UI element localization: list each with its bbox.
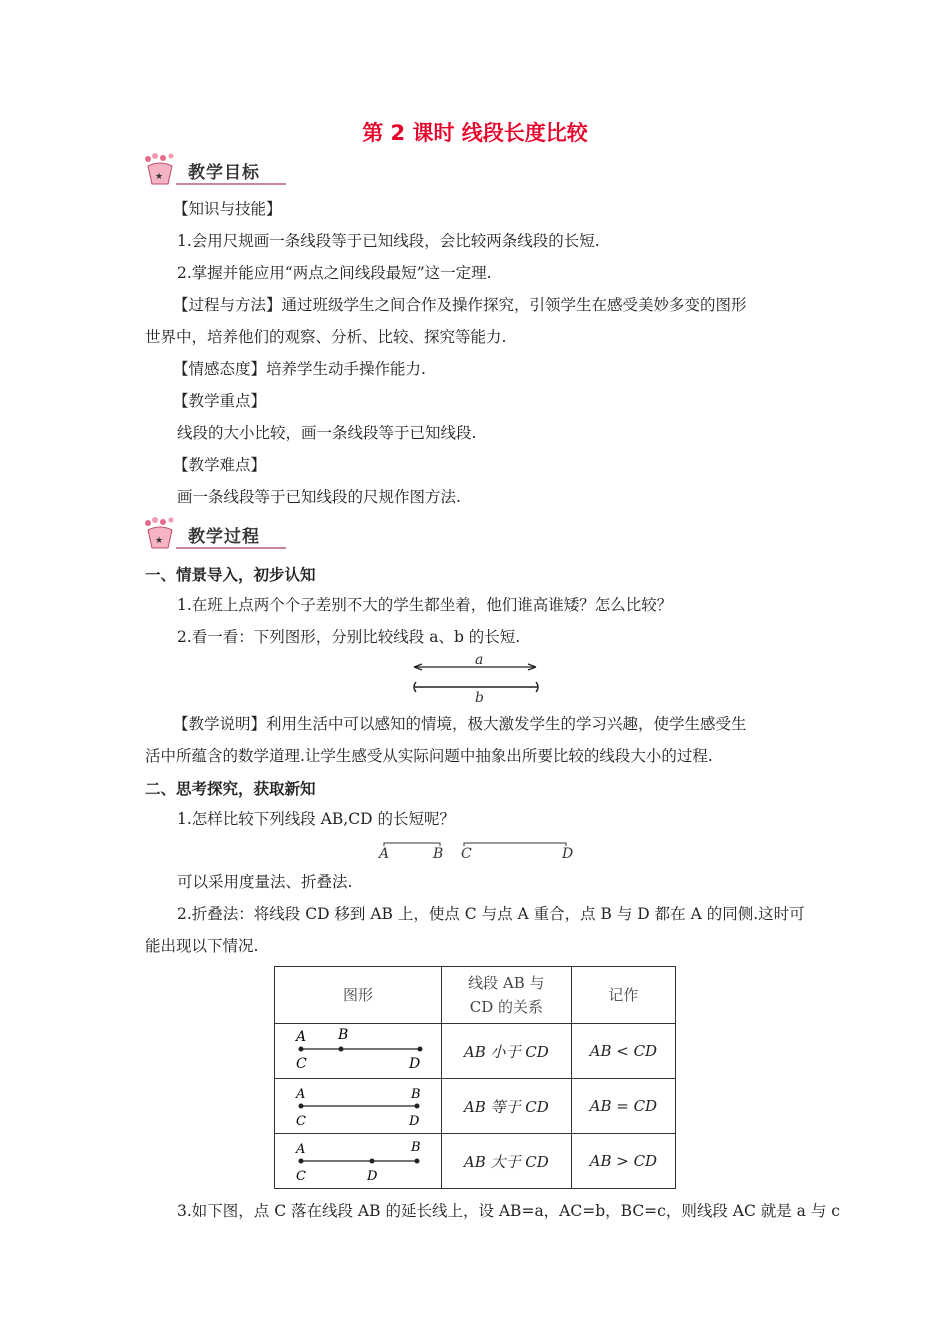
key-point-text: 线段的大小比较，画一条线段等于已知线段.: [177, 424, 477, 442]
point-label: B: [338, 1027, 349, 1043]
section-badge-goals: [140, 152, 290, 188]
section-badge-process: [140, 516, 290, 552]
knowledge-label: 【知识与技能】: [173, 200, 282, 218]
point-d-label: D: [562, 846, 574, 862]
part1-question-2: 2.看一看：下列图形，分别比较线段 a、b 的长短.: [177, 628, 521, 646]
table-row: [275, 1079, 676, 1134]
part2-question-1: 1.怎样比较下列线段 AB,CD 的长短呢？: [177, 810, 455, 828]
section-badge-goals-label: 教学目标: [188, 163, 260, 183]
table-cell-notation: AB > CD: [571, 1134, 675, 1189]
emotion-attitude: 【情感态度】培养学生动手操作能力.: [173, 360, 426, 378]
table-header-figure: 图形: [275, 967, 442, 1024]
divider: [176, 183, 286, 185]
point-a-label: A: [379, 846, 390, 862]
segment-cd: [464, 843, 566, 846]
table-cell-relation: AB 小于 CD: [442, 1024, 572, 1079]
segments-ab-cd-figure: [380, 838, 580, 858]
difficult-point-label: 【教学难点】: [173, 456, 267, 474]
part1-note-line-2: 活中所蕴含的数学道理.让学生感受从实际问题中抽象出所要比较的线段大小的过程.: [145, 747, 713, 765]
label-a: a: [475, 652, 484, 668]
point-label: D: [367, 1169, 378, 1184]
part1-question-1: 1.在班上点两个个子差别不大的学生都坐着，他们谁高谁矮？怎么比较？: [177, 596, 673, 614]
part2-heading: 二、思考探究，获取新知: [145, 780, 316, 798]
difficult-point-text: 画一条线段等于已知线段的尺规作图方法.: [177, 488, 461, 506]
point-b-label: B: [433, 846, 444, 862]
table-row: [275, 1024, 676, 1079]
table-header-relation-line-2: CD 的关系: [469, 998, 543, 1016]
point-label: D: [409, 1056, 421, 1072]
part2-fold-line-1: 2.折叠法：将线段 CD 移到 AB 上，使点 C 与点 A 重合，点 B 与 D 都在 A 的同侧.这时可: [177, 905, 805, 923]
svg-text:★: ★: [155, 172, 164, 182]
divider: [176, 547, 286, 549]
table-cell-notation: AB < CD: [571, 1024, 675, 1079]
segment-relation-table: [274, 966, 676, 1189]
table-cell-figure: [275, 1024, 442, 1079]
point-label: B: [411, 1140, 421, 1155]
goal-item-2: 2.掌握并能应用“两点之间线段最短”这一定理.: [177, 264, 492, 282]
part2-question-3: 3.如下图，点 C 落在线段 AB 的延长线上，设 AB=a，AC=b，BC=c，则线段 AC 就是 a 与 c: [177, 1202, 840, 1220]
process-method-line-2: 世界中，培养他们的观察、分析、比较、探究等能力.: [145, 328, 507, 346]
point-label: A: [296, 1029, 307, 1045]
part1-note-line-1: 【教学说明】利用生活中可以感知的情境，极大激发学生的学习兴趣，使学生感受生: [173, 715, 747, 733]
process-method-line-1: 【过程与方法】通过班级学生之间合作及操作探究，引领学生在感受美妙多变的图形: [173, 296, 747, 314]
svg-text:★: ★: [155, 536, 164, 546]
segment-ab: [384, 843, 440, 846]
point-label: A: [296, 1087, 306, 1102]
goal-item-1: 1.会用尺规画一条线段等于已知线段，会比较两条线段的长短.: [177, 232, 600, 250]
table-header-row: [275, 967, 676, 1024]
point-c-label: C: [461, 846, 472, 862]
table-cell-relation: AB 等于 CD: [442, 1079, 572, 1134]
figure-ab-greater-cd: [275, 1135, 441, 1187]
figure-ab-equal-cd: [275, 1080, 441, 1132]
part2-methods: 可以采用度量法、折叠法.: [177, 873, 353, 891]
part2-fold-line-2: 能出现以下情况.: [145, 937, 259, 955]
table-cell-figure: [275, 1134, 442, 1189]
point-label: D: [409, 1114, 420, 1129]
point-label: C: [296, 1114, 306, 1129]
key-point-label: 【教学重点】: [173, 392, 267, 410]
table-cell-figure: [275, 1079, 442, 1134]
point-label: B: [411, 1087, 421, 1102]
flower-pot-icon: [140, 516, 180, 552]
point-label: C: [296, 1169, 306, 1184]
table-cell-relation: AB 大于 CD: [442, 1134, 572, 1189]
part1-heading: 一、情景导入，初步认知: [145, 566, 316, 584]
table-header-relation: [442, 967, 572, 1024]
page-title: 第 2 课时 线段长度比较: [362, 121, 588, 145]
section-badge-process-label: 教学过程: [188, 527, 260, 547]
point-label: A: [296, 1142, 306, 1157]
point-label: C: [296, 1056, 307, 1072]
table-header-notation: 记作: [571, 967, 675, 1024]
table-cell-notation: AB = CD: [571, 1079, 675, 1134]
label-b: b: [475, 690, 484, 706]
table-row: [275, 1134, 676, 1189]
flower-pot-icon: [140, 152, 180, 188]
table-header-relation-line-1: 线段 AB 与: [468, 974, 545, 992]
figure-ab-less-cd: [275, 1025, 441, 1077]
